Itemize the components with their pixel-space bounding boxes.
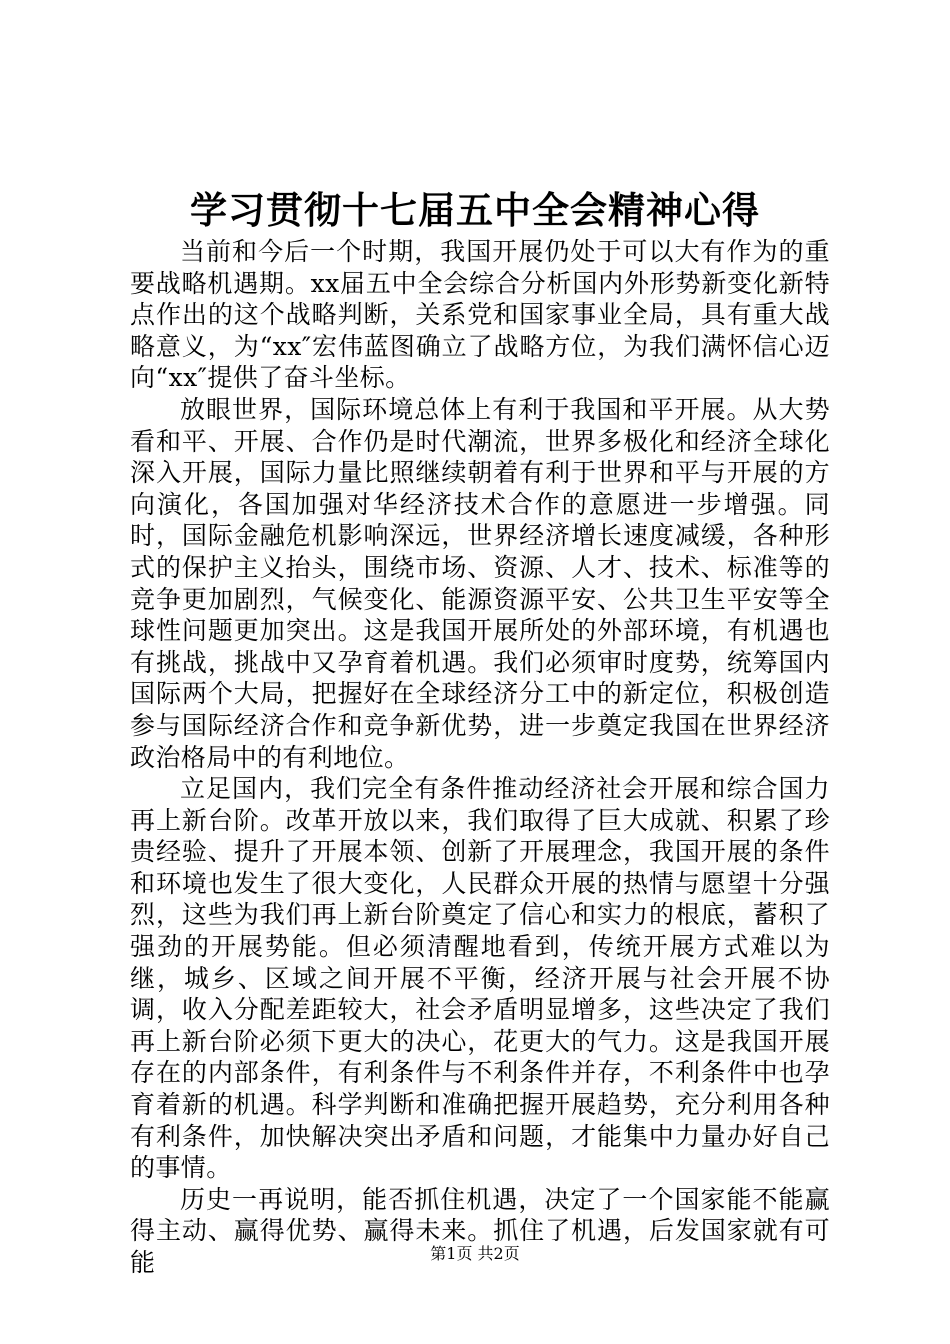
paragraph: 放眼世界，国际环境总体上有利于我国和平开展。从大势看和平、开展、合作仍是时代潮流，世界多极化和经济全球化深入开展，国际力量比照继续朝着有利于世界和平与开展的方向演化，各国加强对华经济技术合作的意愿进一步增强。同时，国际金融危机影响深远，世界经济增长速度减缓，各种形式的保护主义抬头，围绕市场、资源、人才、技术、标准等的竞争更加剧烈，气候变化、能源资源平安、公共卫生平安等全球性问题更加突出。这是我国开展所处的外部环境，有机遇也有挑战，挑战中又孕育着机遇。我们必须审时度势，统筹国内国际两个大局，把握好在全球经济分工中的新定位，积极创造参与国际经济合作和竞争新优势，进一步奠定我国在世界经济政治格局中的有利地位。: [130, 394, 830, 772]
page-number-footer: 第1页 共2页: [430, 1244, 520, 1263]
document-body: [130, 236, 830, 1279]
paragraph: 当前和今后一个时期，我国开展仍处于可以大有作为的重要战略机遇期。xx届五中全会综合分析国内外形势新变化新特点作出的这个战略判断，关系党和国家事业全局，具有重大战略意义，为“xx″宏伟蓝图确立了战略方位，为我们满怀信心迈向“xx″提供了奋斗坐标。: [130, 237, 830, 393]
document-title: 学习贯彻十七届五中全会精神心得: [190, 188, 760, 232]
paragraph: 历史一再说明，能否抓住机遇，决定了一个国家能不能赢得主动、赢得优势、赢得未来。抓住了机遇，后发国家就有可能: [130, 1184, 830, 1277]
paragraph: 立足国内，我们完全有条件推动经济社会开展和综合国力再上新台阶。改革开放以来，我们取得了巨大成就、积累了珍贵经验、提升了开展本领、创新了开展理念，我国开展的条件和环境也发生了很大变化，人民群众开展的热情与愿望十分强烈，这些为我们再上新台阶奠定了信心和实力的根底，蓄积了强劲的开展势能。但必须清醒地看到，传统开展方式难以为继，城乡、区域之间开展不平衡，经济开展与社会开展不协调，收入分配差距较大，社会矛盾明显增多，这些决定了我们再上新台阶必须下更大的决心，花更大的气力。这是我国开展存在的内部条件，有利条件与不利条件并存，不利条件中也孕育着新的机遇。科学判断和准确把握开展趋势，充分利用各种有利条件，加快解决突出矛盾和问题，才能集中力量办好自己的事情。: [130, 774, 830, 1183]
